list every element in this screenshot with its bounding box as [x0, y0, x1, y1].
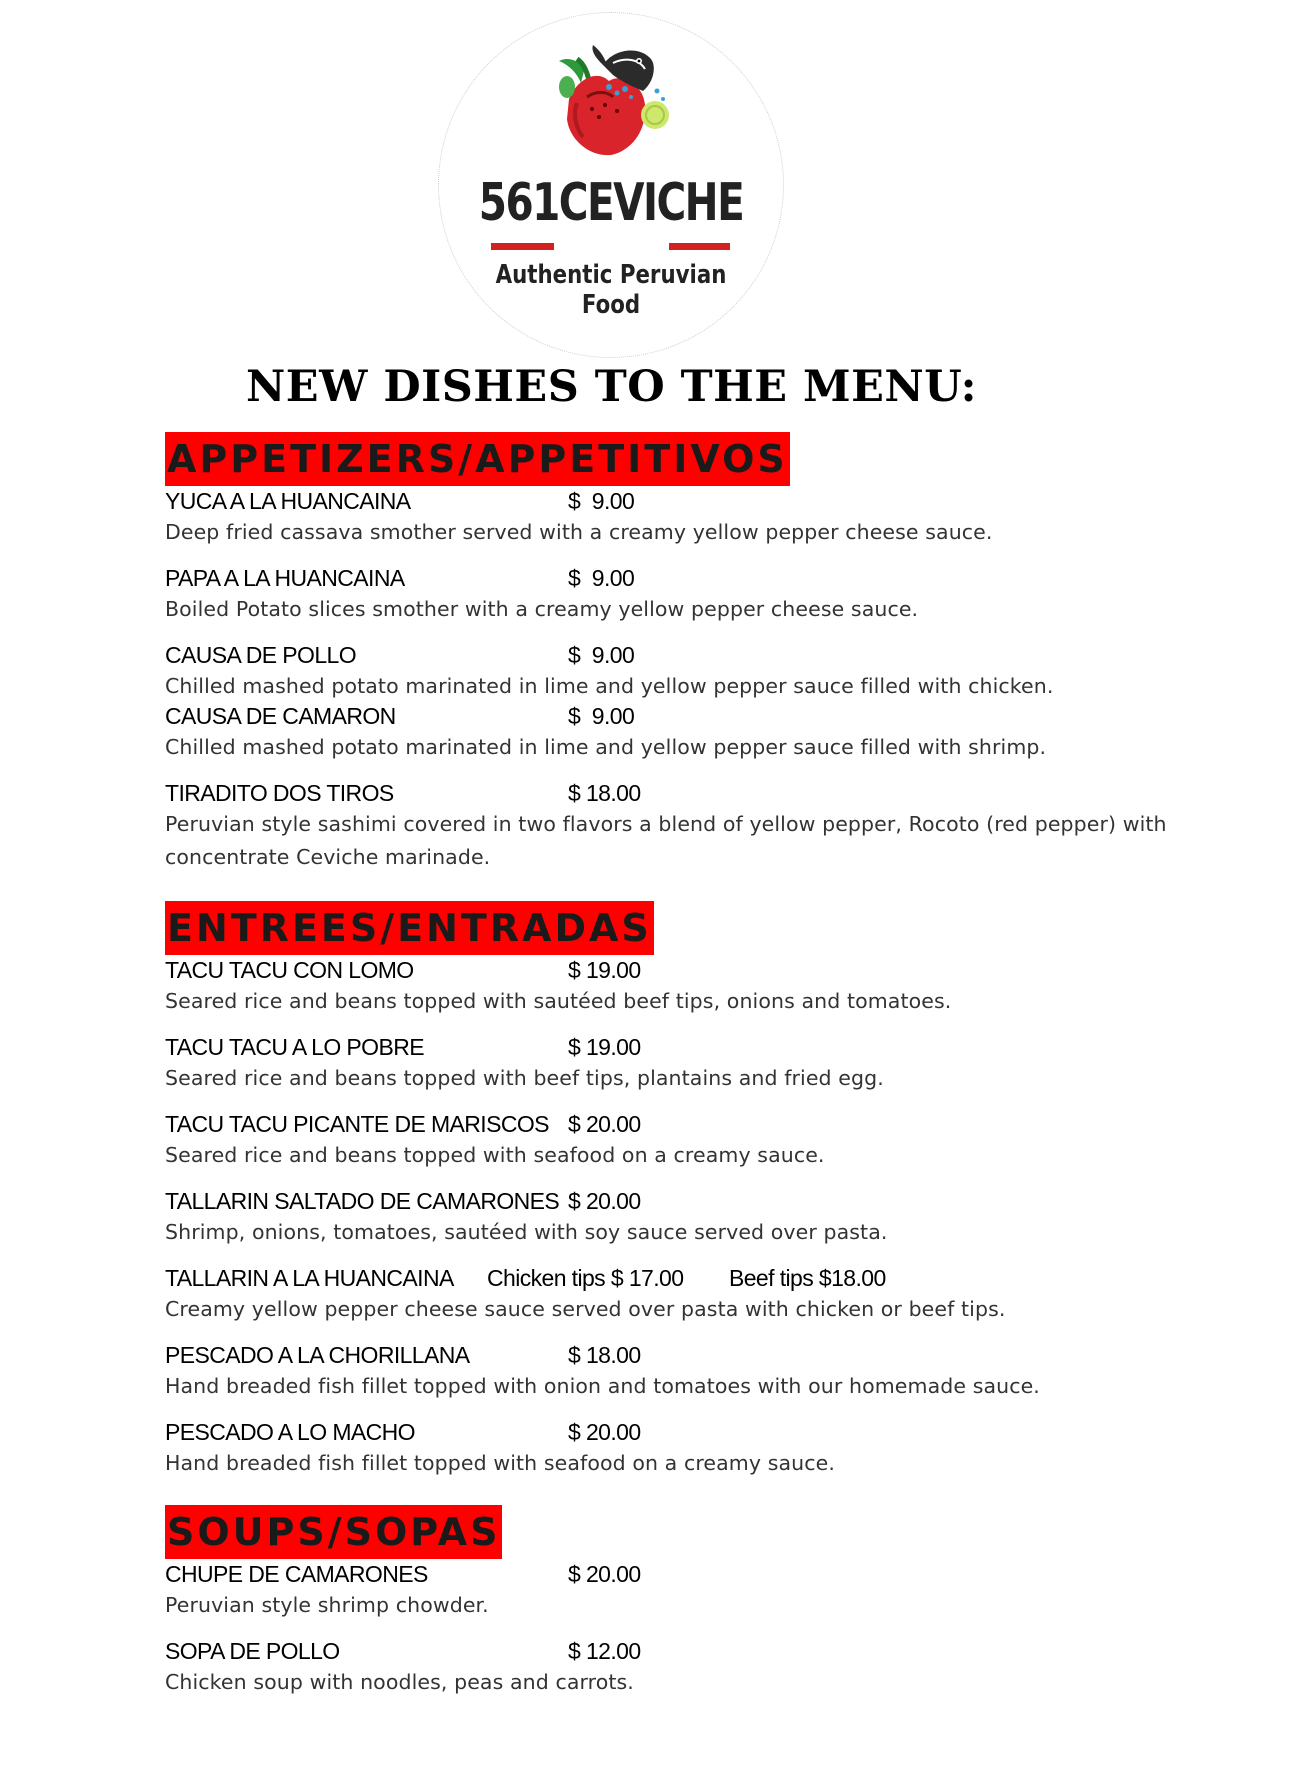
- page-title: NEW DISHES TO THE MENU:: [246, 362, 978, 412]
- menu-item: [165, 640, 1255, 703]
- item-name: PESCADO A LA CHORILLANA: [165, 1342, 470, 1368]
- menu-item: [165, 701, 1255, 764]
- section-appetizers: [165, 432, 1255, 874]
- item-price: $ 19.00: [568, 957, 641, 983]
- item-price: $ 20.00: [568, 1561, 641, 1587]
- section-header: ENTREES/ENTRADAS: [165, 901, 654, 955]
- item-description: Shrimp, onions, tomatoes, sautéed with soy sauce served over pasta.: [165, 1220, 888, 1244]
- menu-item: [165, 1340, 1255, 1403]
- item-price: $ 20.00: [568, 1419, 641, 1445]
- item-name: TALLARIN A LA HUANCAINA: [165, 1265, 454, 1291]
- item-name: TALLARIN SALTADO DE CAMARONES: [165, 1188, 560, 1214]
- menu-item: [165, 1032, 1255, 1095]
- item-price: $ 9.00: [568, 488, 635, 514]
- logo-tagline: Authentic Peruvian Food: [495, 260, 727, 320]
- item-price: $ 18.00: [568, 780, 641, 806]
- item-price: $ 18.00: [568, 1342, 641, 1368]
- item-price-beef: Beef tips $18.00: [729, 1265, 886, 1291]
- item-name: CAUSA DE CAMARON: [165, 703, 396, 729]
- menu-item: [165, 563, 1255, 626]
- item-description: Hand breaded fish fillet topped with onion and tomatoes with our homemade sauce.: [165, 1374, 1040, 1398]
- item-name: CAUSA DE POLLO: [165, 642, 357, 668]
- item-name: SOPA DE POLLO: [165, 1638, 340, 1664]
- item-name: PAPA A LA HUANCAINA: [165, 565, 405, 591]
- section-soups: [165, 1505, 1255, 1699]
- item-description: Boiled Potato slices smother with a creamy yellow pepper cheese sauce.: [165, 597, 919, 621]
- section-header: APPETIZERS/APPETITIVOS: [165, 432, 790, 486]
- pepper-fish-logo-icon: [547, 39, 677, 179]
- menu-item: [165, 1417, 1255, 1480]
- item-price: $ 20.00: [568, 1111, 641, 1137]
- item-name: CHUPE DE CAMARONES: [165, 1561, 428, 1587]
- menu-item: [165, 1186, 1255, 1249]
- item-name: TACU TACU CON LOMO: [165, 957, 414, 983]
- item-price: $ 9.00: [568, 565, 635, 591]
- item-description: Seared rice and beans topped with sautéed beef tips, onions and tomatoes.: [165, 989, 952, 1013]
- item-name: TACU TACU A LO POBRE: [165, 1034, 424, 1060]
- item-name: TACU TACU PICANTE DE MARISCOS: [165, 1111, 549, 1137]
- item-description: Chicken soup with noodles, peas and carrots.: [165, 1670, 634, 1694]
- item-description: Peruvian style sashimi covered in two flavors a blend of yellow pepper, Rocoto (red pepper) with concentrate Ceviche marinade.: [165, 812, 1167, 869]
- section-header: SOUPS/SOPAS: [165, 1505, 502, 1559]
- item-price-chicken: Chicken tips $ 17.00: [487, 1265, 684, 1291]
- item-price: $ 12.00: [568, 1638, 641, 1664]
- menu-item: [165, 1263, 1255, 1326]
- logo-name: 561CEVICHE: [478, 173, 744, 233]
- item-price: $ 9.00: [568, 703, 635, 729]
- item-price: $ 20.00: [568, 1188, 641, 1214]
- item-description: Chilled mashed potato marinated in lime and yellow pepper sauce filled with shrimp.: [165, 735, 1047, 759]
- menu-item: [165, 486, 1255, 549]
- item-description: Deep fried cassava smother served with a creamy yellow pepper cheese sauce.: [165, 520, 993, 544]
- menu-item: [165, 1559, 1255, 1622]
- restaurant-logo: [438, 12, 784, 358]
- item-price: $ 9.00: [568, 642, 635, 668]
- menu-item: [165, 955, 1255, 1018]
- item-description: Seared rice and beans topped with beef tips, plantains and fried egg.: [165, 1066, 884, 1090]
- item-name: YUCA A LA HUANCAINA: [165, 488, 411, 514]
- menu-item: [165, 778, 1255, 874]
- menu-item: [165, 1636, 1255, 1699]
- item-description: Seared rice and beans topped with seafood on a creamy sauce.: [165, 1143, 825, 1167]
- logo-underline-right: [669, 243, 730, 250]
- menu-item: [165, 1109, 1255, 1172]
- item-name: TIRADITO DOS TIROS: [165, 780, 394, 806]
- item-description: Peruvian style shrimp chowder.: [165, 1593, 489, 1617]
- section-entrees: [165, 901, 1255, 1480]
- item-description: Hand breaded fish fillet topped with seafood on a creamy sauce.: [165, 1451, 835, 1475]
- item-description: Chilled mashed potato marinated in lime and yellow pepper sauce filled with chicken.: [165, 674, 1054, 698]
- item-name: PESCADO A LO MACHO: [165, 1419, 415, 1445]
- item-price: $ 19.00: [568, 1034, 641, 1060]
- item-description: Creamy yellow pepper cheese sauce served over pasta with chicken or beef tips.: [165, 1297, 1006, 1321]
- logo-underline-left: [491, 243, 554, 250]
